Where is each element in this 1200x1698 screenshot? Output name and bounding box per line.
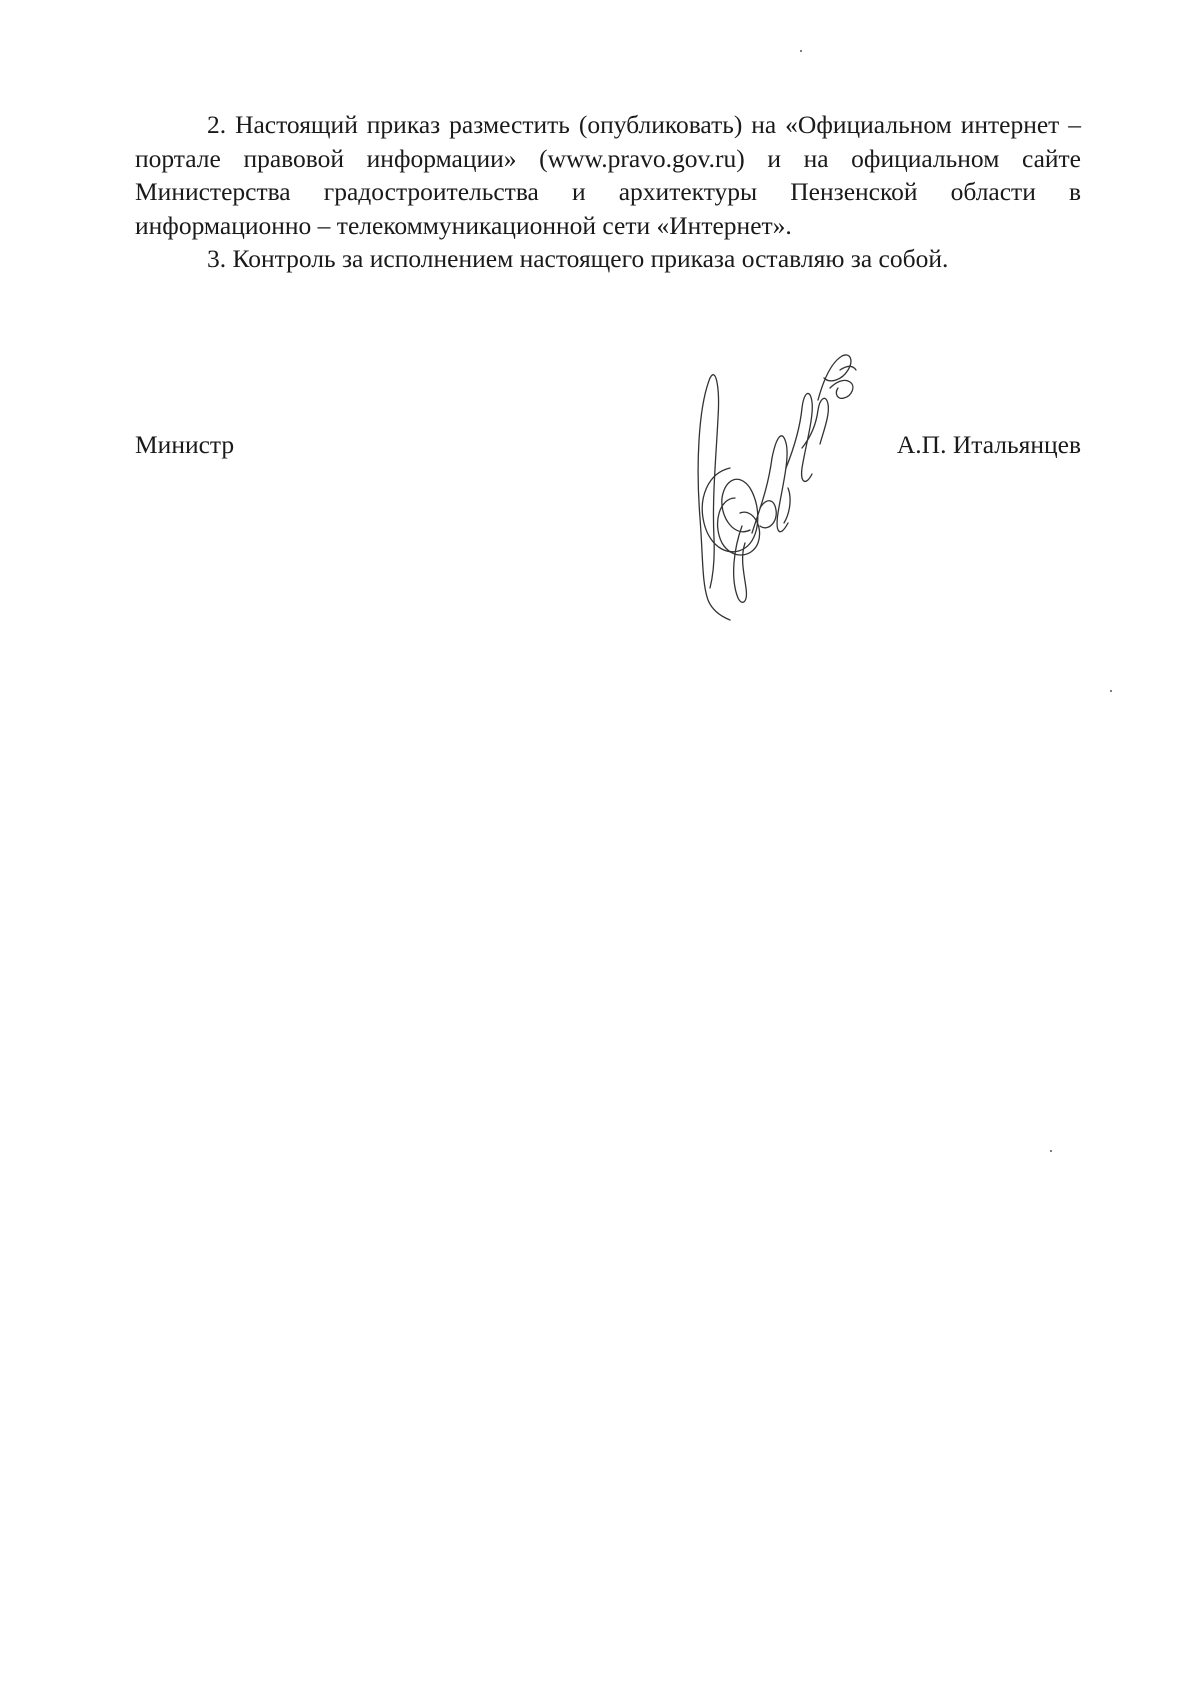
scan-speck	[1110, 690, 1112, 692]
paragraph-control-clause: 3. Контроль за исполнением настоящего приказа оставляю за собой.	[207, 244, 949, 273]
scan-speck	[800, 50, 802, 52]
scan-speck	[1050, 1150, 1052, 1152]
handwritten-signature-icon	[690, 348, 860, 628]
signer-name: А.П. Итальянцев	[896, 430, 1081, 459]
signature-block	[135, 428, 1081, 468]
document-body	[135, 108, 1081, 276]
paragraph-publication-order: 2. Настоящий приказ разместить (опубликовать) на «Официальном интернет – портале правовой информации» (www.pravo.gov.ru) и на официальном сайте Министерства градостроительства и архитектуры Пензенской области в информационно – телекоммуникационной сети «Интернет».	[135, 110, 1081, 240]
signer-position: Министр	[135, 430, 235, 459]
